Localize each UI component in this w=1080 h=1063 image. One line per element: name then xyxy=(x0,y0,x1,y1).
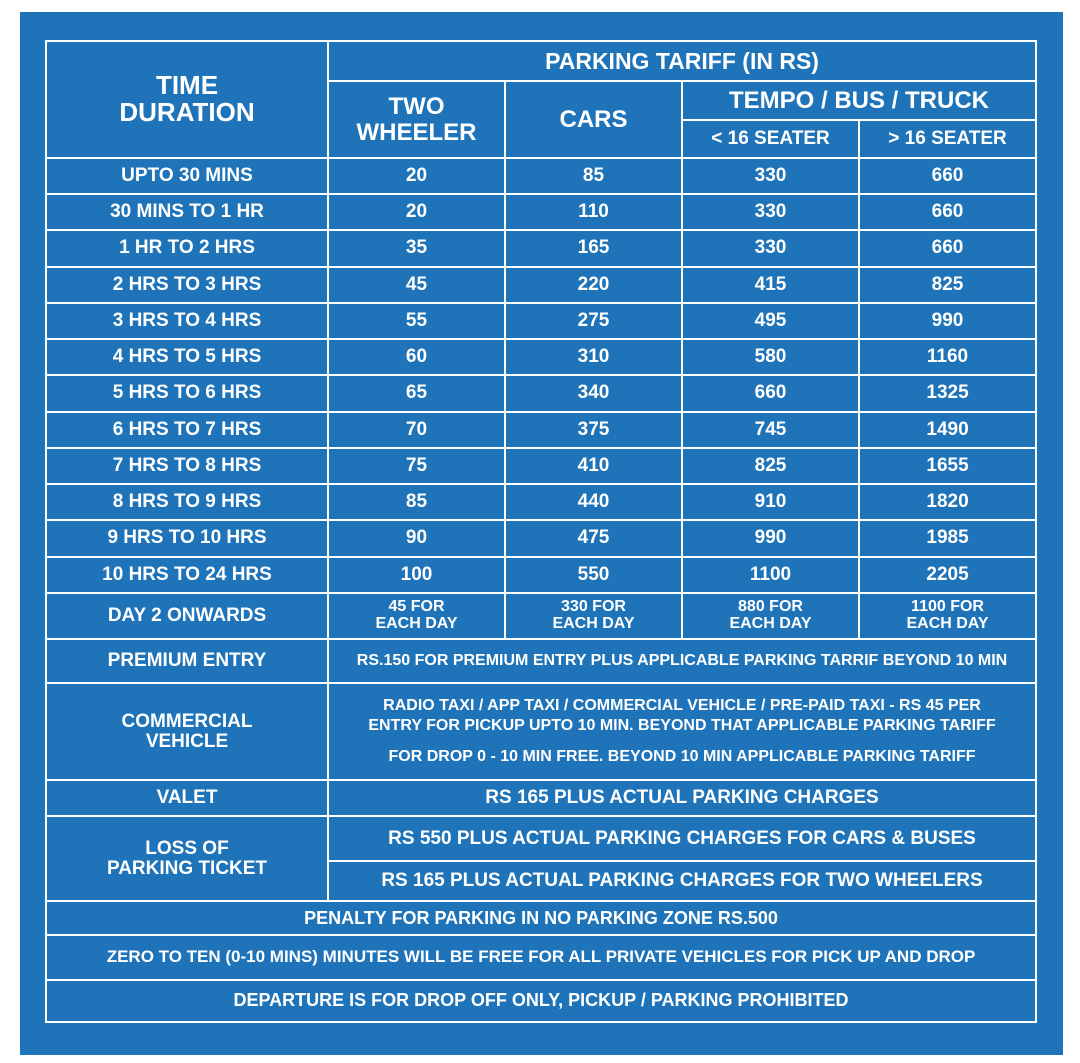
duration-label: 10 HRS TO 24 HRS xyxy=(46,557,328,593)
day2-car xyxy=(505,593,682,639)
loss-label-line1: LOSS OF xyxy=(145,837,229,859)
lt16-rate: 660 xyxy=(682,375,859,411)
day2-row xyxy=(46,593,1036,639)
gt16-rate: 660 xyxy=(859,194,1036,230)
two-wheeler-rate: 35 xyxy=(328,230,505,266)
lt16-rate: 745 xyxy=(682,412,859,448)
table-row xyxy=(46,520,1036,556)
two-wheeler-rate: 65 xyxy=(328,375,505,411)
duration-label: 30 MINS TO 1 HR xyxy=(46,194,328,230)
loss-row-cars xyxy=(46,816,1036,860)
table-row xyxy=(46,158,1036,194)
commercial-pickup-line1: RADIO TAXI / APP TAXI / COMMERCIAL VEHICLE / PRE-PAID TAXI - RS 45 PER xyxy=(383,696,981,714)
day2-lt16-line1: 880 FOR xyxy=(738,598,803,616)
gt16-rate: 2205 xyxy=(859,557,1036,593)
car-rate: 165 xyxy=(505,230,682,266)
duration-label: 6 HRS TO 7 HRS xyxy=(46,412,328,448)
duration-label: 8 HRS TO 9 HRS xyxy=(46,484,328,520)
duration-label: 1 HR TO 2 HRS xyxy=(46,230,328,266)
gt16-rate: 825 xyxy=(859,267,1036,303)
table-row xyxy=(46,267,1036,303)
loss-cars-buses-text: RS 550 PLUS ACTUAL PARKING CHARGES FOR CARS & BUSES xyxy=(328,816,1036,860)
duration-label: 5 HRS TO 6 HRS xyxy=(46,375,328,411)
table-row xyxy=(46,557,1036,593)
free-minutes-text: ZERO TO TEN (0-10 MINS) MINUTES WILL BE FREE FOR ALL PRIVATE VEHICLES FOR PICK UP AND DROP xyxy=(46,935,1036,979)
gt16-rate: 990 xyxy=(859,303,1036,339)
day2-car-line2: EACH DAY xyxy=(552,614,635,632)
table-row xyxy=(46,194,1036,230)
table-row xyxy=(46,412,1036,448)
free-row xyxy=(46,935,1036,979)
lt16-seater-header: < 16 SEATER xyxy=(682,120,859,158)
car-rate: 410 xyxy=(505,448,682,484)
premium-entry-text: RS.150 FOR PREMIUM ENTRY PLUS APPLICABLE PARKING TARRIF BEYOND 10 MIN xyxy=(328,639,1036,683)
car-rate: 550 xyxy=(505,557,682,593)
table-row xyxy=(46,375,1036,411)
two-wheeler-rate: 20 xyxy=(328,158,505,194)
day2-car-line1: 330 FOR xyxy=(561,598,626,616)
gt16-rate: 1160 xyxy=(859,339,1036,375)
two-wheeler-rate: 45 xyxy=(328,267,505,303)
lt16-rate: 495 xyxy=(682,303,859,339)
two-wheeler-line2: WHEELER xyxy=(356,118,477,146)
gt16-rate: 1985 xyxy=(859,520,1036,556)
commercial-vehicle-text xyxy=(328,683,1036,780)
two-wheeler-rate: 90 xyxy=(328,520,505,556)
commercial-row xyxy=(46,683,1036,780)
table-row xyxy=(46,448,1036,484)
day2-two-line1: 45 FOR xyxy=(388,598,445,616)
premium-row xyxy=(46,639,1036,683)
car-rate: 85 xyxy=(505,158,682,194)
day2-gt16-line2: EACH DAY xyxy=(906,614,989,632)
gt16-seater-header: > 16 SEATER xyxy=(859,120,1036,158)
day2-gt16 xyxy=(859,593,1036,639)
valet-text: RS 165 PLUS ACTUAL PARKING CHARGES xyxy=(328,780,1036,816)
two-wheeler-rate: 20 xyxy=(328,194,505,230)
day2-label: DAY 2 ONWARDS xyxy=(46,593,328,639)
loss-two-wheelers-text: RS 165 PLUS ACTUAL PARKING CHARGES FOR TWO WHEELERS xyxy=(328,861,1036,901)
two-wheeler-rate: 85 xyxy=(328,484,505,520)
commercial-pickup-line2: ENTRY FOR PICKUP UPTO 10 MIN. BEYOND THAT APPLICABLE PARKING TARIFF xyxy=(368,717,996,735)
gt16-rate: 1820 xyxy=(859,484,1036,520)
heavy-vehicle-header: TEMPO / BUS / TRUCK xyxy=(682,81,1036,119)
table-row xyxy=(46,484,1036,520)
duration-label: UPTO 30 MINS xyxy=(46,158,328,194)
commercial-drop-text: FOR DROP 0 - 10 MIN FREE. BEYOND 10 MIN APPLICABLE PARKING TARIFF xyxy=(388,748,976,766)
cars-header: CARS xyxy=(505,81,682,158)
lt16-rate: 580 xyxy=(682,339,859,375)
gt16-rate: 660 xyxy=(859,158,1036,194)
table-row xyxy=(46,230,1036,266)
table-row xyxy=(46,339,1036,375)
duration-label: 3 HRS TO 4 HRS xyxy=(46,303,328,339)
lt16-rate: 1100 xyxy=(682,557,859,593)
valet-row xyxy=(46,780,1036,816)
lt16-rate: 910 xyxy=(682,484,859,520)
gt16-rate: 1490 xyxy=(859,412,1036,448)
duration-label: 9 HRS TO 10 HRS xyxy=(46,520,328,556)
tariff-title: PARKING TARIFF (IN RS) xyxy=(328,41,1036,81)
two-wheeler-rate: 75 xyxy=(328,448,505,484)
commercial-label-line1: COMMERCIAL xyxy=(121,710,253,732)
day2-gt16-line1: 1100 FOR xyxy=(911,598,984,616)
departure-row xyxy=(46,980,1036,1022)
day2-two-line2: EACH DAY xyxy=(375,614,458,632)
car-rate: 340 xyxy=(505,375,682,411)
valet-label: VALET xyxy=(46,780,328,816)
two-wheeler-rate: 60 xyxy=(328,339,505,375)
lt16-rate: 825 xyxy=(682,448,859,484)
car-rate: 275 xyxy=(505,303,682,339)
loss-of-ticket-label xyxy=(46,816,328,901)
two-wheeler-rate: 100 xyxy=(328,557,505,593)
lt16-rate: 990 xyxy=(682,520,859,556)
lt16-rate: 330 xyxy=(682,194,859,230)
two-wheeler-header xyxy=(328,81,505,158)
day2-two-wheeler xyxy=(328,593,505,639)
gt16-rate: 660 xyxy=(859,230,1036,266)
departure-text: DEPARTURE IS FOR DROP OFF ONLY, PICKUP / PARKING PROHIBITED xyxy=(46,980,1036,1022)
gt16-rate: 1325 xyxy=(859,375,1036,411)
car-rate: 440 xyxy=(505,484,682,520)
commercial-vehicle-label xyxy=(46,683,328,780)
car-rate: 220 xyxy=(505,267,682,303)
duration-label: 4 HRS TO 5 HRS xyxy=(46,339,328,375)
time-duration-line1: TIME xyxy=(155,70,219,101)
two-wheeler-rate: 55 xyxy=(328,303,505,339)
two-wheeler-rate: 70 xyxy=(328,412,505,448)
lt16-rate: 330 xyxy=(682,230,859,266)
gt16-rate: 1655 xyxy=(859,448,1036,484)
duration-label: 7 HRS TO 8 HRS xyxy=(46,448,328,484)
car-rate: 475 xyxy=(505,520,682,556)
time-duration-line2: DURATION xyxy=(119,97,255,128)
day2-lt16-line2: EACH DAY xyxy=(729,614,812,632)
day2-lt16 xyxy=(682,593,859,639)
car-rate: 310 xyxy=(505,339,682,375)
parking-tariff-table xyxy=(45,40,1037,1023)
duration-label: 2 HRS TO 3 HRS xyxy=(46,267,328,303)
penalty-text: PENALTY FOR PARKING IN NO PARKING ZONE RS.500 xyxy=(46,901,1036,935)
lt16-rate: 415 xyxy=(682,267,859,303)
lt16-rate: 330 xyxy=(682,158,859,194)
table-row xyxy=(46,303,1036,339)
loss-label-line2: PARKING TICKET xyxy=(106,857,268,879)
car-rate: 375 xyxy=(505,412,682,448)
commercial-label-line2: VEHICLE xyxy=(145,730,229,752)
car-rate: 110 xyxy=(505,194,682,230)
premium-entry-label: PREMIUM ENTRY xyxy=(46,639,328,683)
penalty-row xyxy=(46,901,1036,935)
two-wheeler-line1: TWO xyxy=(388,93,445,121)
time-duration-header xyxy=(46,41,328,158)
